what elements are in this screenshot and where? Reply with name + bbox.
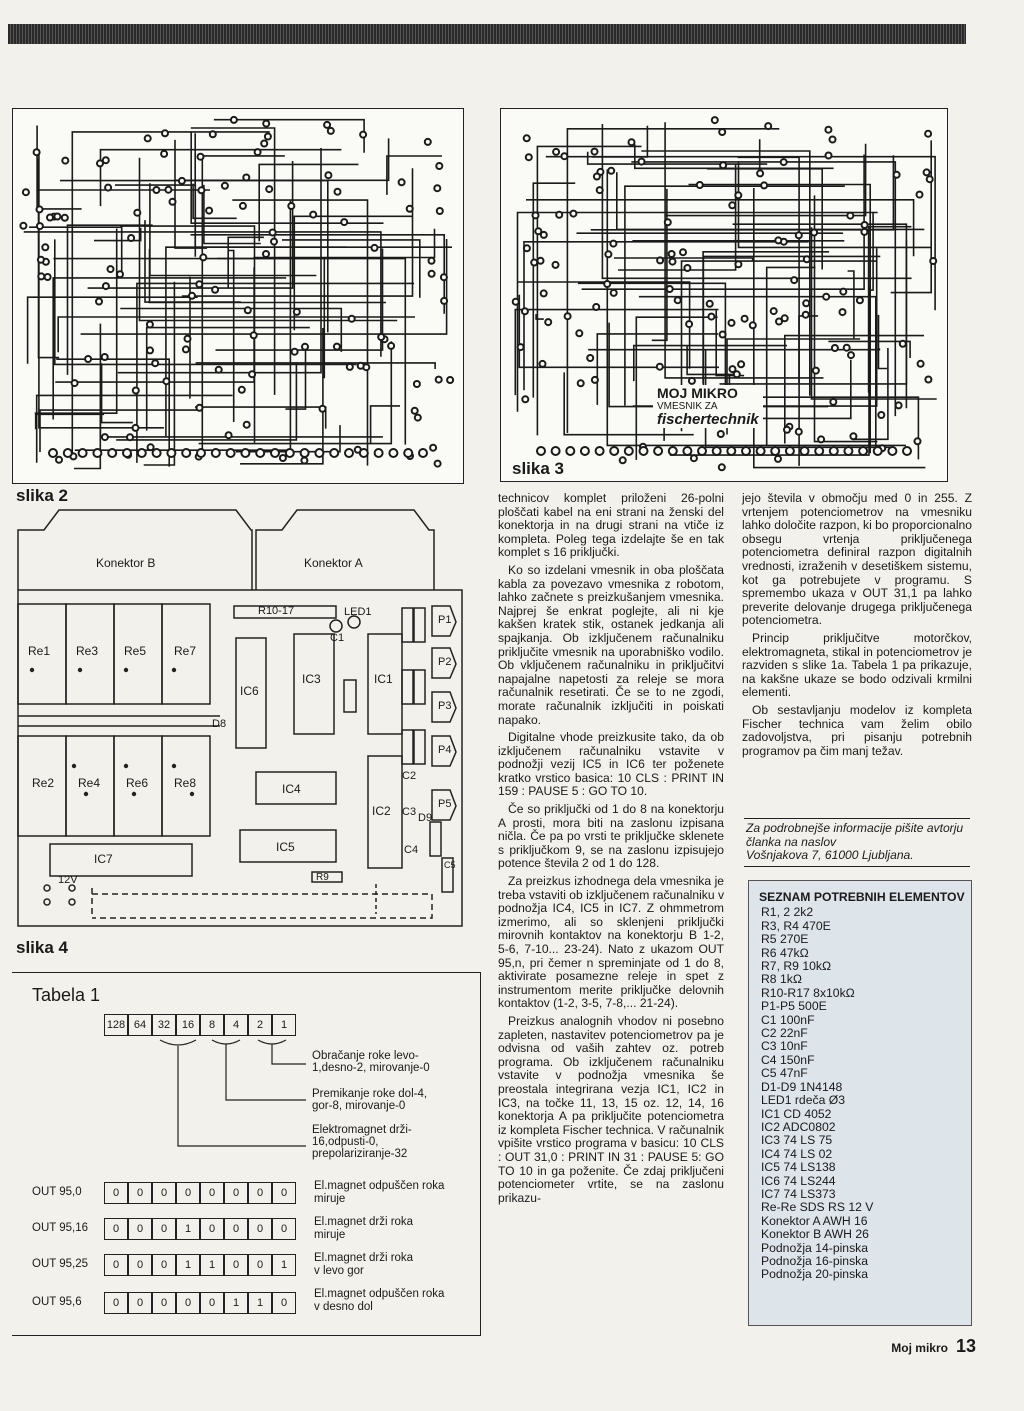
paragraph: Ob sestavljanju modelov iz kompleta Fischer technica vam želim obilo zadovoljstva, pri pisanju potrebnih programov pa čim manj težav. <box>742 702 972 758</box>
component-layout-drawing <box>14 504 464 934</box>
ic5-label: IC5 <box>276 840 295 854</box>
out-row-bits-4 <box>104 1292 296 1314</box>
d9-label: D9 <box>418 812 433 824</box>
relay-re1: Re1 <box>28 644 51 658</box>
out-row-bits-3 <box>104 1254 296 1276</box>
bit-cell: 0 <box>152 1254 176 1276</box>
article-text-right <box>742 492 972 762</box>
bit-cell: 1 <box>272 1254 296 1276</box>
bit-header-row <box>104 1014 296 1036</box>
contact-line-2: Vošnjakova 7, 61000 Ljubljana. <box>746 848 914 863</box>
parts-item: Podnožja 16-pinska <box>761 1253 869 1268</box>
bit-cell: 0 <box>272 1182 296 1204</box>
parts-item: IC6 74 LS244 <box>761 1173 836 1188</box>
parts-list <box>749 906 971 1281</box>
bit-16: 16 <box>176 1014 200 1036</box>
paragraph: technicov komplet priloženi 26-polni ploščati kabel na eni strani na ženski del konektorja in na drugi strani na vtiče iz kompleta. Poleg tega izdelajte še en tak komplet s 16 priključki. <box>498 491 724 560</box>
legend-up-down: Premikanje roke dol-4, gor-8, mirovanje-0 <box>312 1088 428 1112</box>
p1-label: P1 <box>438 614 452 626</box>
r9-label: R9 <box>316 872 329 883</box>
c3-label: C3 <box>402 806 417 818</box>
c2-label: C2 <box>402 770 417 782</box>
paragraph: Za preizkus izhodnega dela vmesnika je treba vstaviti ob izključenem računalniku v podnožja IC4, IC5 in IC7. Z ohmmetrom izmerimo, ali so sklenjeni priključki mirovnih kontaktov na konektorju B 1-2, 5-6, 7-10... 23-24). Nato z ukazom OUT 95,n, pri čemer n spreminjate od 1 do 8, aktivirate posamezne releje in spet z instrumentom merite priključke delovnih kontaktov (1-2, 3-5, 7-8,... 21-24). <box>498 874 724 1011</box>
parts-item: C4 150nF <box>761 1052 815 1067</box>
bit-cell: 0 <box>152 1218 176 1240</box>
ic1-label: IC1 <box>374 672 393 686</box>
parts-item: IC2 ADC0802 <box>761 1119 836 1134</box>
parts-item: R3, R4 470E <box>761 918 831 933</box>
parts-item: R8 1kΩ <box>761 972 802 987</box>
page-number: 13 <box>955 1336 976 1356</box>
bit-cell: 0 <box>272 1218 296 1240</box>
pcb-figure-slika-3 <box>500 108 948 482</box>
parts-item: Podnožja 20-pinska <box>761 1267 869 1282</box>
component-layout-slika-4 <box>14 504 464 934</box>
relay-re3: Re3 <box>76 644 99 658</box>
c4-label: C4 <box>404 844 419 856</box>
bit-cell: 0 <box>176 1182 200 1204</box>
relay-re2: Re2 <box>32 776 55 790</box>
bit-1: 1 <box>272 1014 296 1036</box>
logo-line-1: MOJ MIKRO <box>657 385 738 401</box>
bit-cell: 0 <box>224 1218 248 1240</box>
ic3-label: IC3 <box>302 672 321 686</box>
bit-4: 4 <box>224 1014 248 1036</box>
bit-8: 8 <box>200 1014 224 1036</box>
connector-a-label: Konektor A <box>304 556 363 570</box>
contact-info <box>746 822 972 863</box>
bit-cell: 0 <box>104 1218 128 1240</box>
ic7-label: IC7 <box>94 852 113 866</box>
ic2-label: IC2 <box>372 804 391 818</box>
out-row-label-1: OUT 95,0 <box>32 1186 82 1198</box>
parts-item: Konektor A AWH 16 <box>761 1213 868 1228</box>
bit-cell: 0 <box>128 1182 152 1204</box>
top-decorative-bar <box>8 24 966 44</box>
bit-cell: 0 <box>248 1218 272 1240</box>
p2-label: P2 <box>438 656 452 668</box>
p5-label: P5 <box>438 798 452 810</box>
out-row-desc-2: El.magnet drži roka miruje <box>314 1216 414 1241</box>
bit-cell: 0 <box>176 1292 200 1314</box>
out-row-label-4: OUT 95,6 <box>32 1296 82 1308</box>
c1-label: C1 <box>330 632 345 644</box>
bit-cell: 1 <box>224 1292 248 1314</box>
paragraph: Digitalne vhode preizkusite tako, da ob izključenem računalniku vstavite v podnožji vezij IC5 in IC6 ter poženete kratko vrstico basica: 10 CLS : PRINT IN 159 : PAUSE 5 : GO TO 10. <box>498 730 724 799</box>
legend-rotation: Obračanje roke levo-1,desno-2, mirovanje-0 <box>312 1050 430 1074</box>
tabela-title: Tabela 1 <box>32 985 101 1005</box>
parts-item: D1-D9 1N4148 <box>761 1079 843 1094</box>
parts-item: Podnožja 14-pinska <box>761 1240 869 1255</box>
paragraph: Princip priključitve motorčkov, elektromagneta, stikal in potenciometrov je razviden s slike 1a. Tabela 1 pa prikazuje, na kakšne ukaze se bodo odzivali krmilni elementi. <box>742 630 972 700</box>
article-text-middle <box>498 492 724 1209</box>
relay-re4: Re4 <box>78 776 101 790</box>
bit-cell: 1 <box>200 1254 224 1276</box>
bit-cell: 0 <box>128 1292 152 1314</box>
out-row-desc-3: El.magnet drži roka v levo gor <box>314 1252 414 1277</box>
parts-item: R6 47kΩ <box>761 945 809 960</box>
bit-64: 64 <box>128 1014 152 1036</box>
relay-re7: Re7 <box>174 644 197 658</box>
figure-label-slika-4: slika 4 <box>16 938 68 957</box>
ic4-label: IC4 <box>282 782 301 796</box>
contact-divider-bottom <box>744 866 970 867</box>
parts-list-title: SEZNAM POTREBNIH ELEMENTOV <box>759 890 965 904</box>
pcb-figure-slika-2 <box>12 108 464 484</box>
out-row-bits-1 <box>104 1182 296 1204</box>
paragraph: Če so priključki od 1 do 8 na konektorju A prosti, mora biti na zaslonu izpisana ničla. Če pa po vrsti te priključke sklenete s priključkom 9, se na zaslonu izpisujejo potence števila 2 od 1 do 128. <box>498 802 724 871</box>
fischertechnik-logo <box>653 385 763 428</box>
bit-cell: 0 <box>128 1218 152 1240</box>
contact-divider <box>744 818 970 819</box>
parts-list-box <box>748 880 972 1326</box>
logo-line-2: VMESNIK ZA <box>657 401 718 412</box>
bit-2: 2 <box>248 1014 272 1036</box>
bit-cell: 0 <box>152 1182 176 1204</box>
led1-label: LED1 <box>344 606 372 618</box>
connector-b-label: Konektor B <box>96 556 156 570</box>
d8-label: D8 <box>212 718 227 730</box>
bit-cell: 0 <box>104 1254 128 1276</box>
paragraph: Ko so izdelani vmesnik in oba ploščata kabla za povezavo vmesnika z robotom, lahko začnete s preizkušanjem vmesnika. Najprej še enkrat poglejte, ali ni kje kakšen kratek stik, ostanek jedkanja ali spajkanja. Ob izključenem računalniku priključite vmesnik na uporabniško vodilo. Ob vključenem računalniku in priključitvi napajalne napetosti za releje se mora računalnik resetirati. Če se to ne zgodi, morate računalnik izključiti in poiskati napako. <box>498 562 724 727</box>
p4-label: P4 <box>438 744 452 756</box>
bit-cell: 1 <box>176 1218 200 1240</box>
out-row-label-2: OUT 95,16 <box>32 1222 89 1234</box>
parts-item: R10-R17 8x10kΩ <box>761 985 855 1000</box>
c5-label: C5 <box>444 860 456 870</box>
bit-cell: 1 <box>248 1292 272 1314</box>
bit-cell: 0 <box>224 1182 248 1204</box>
bit-cell: 0 <box>248 1254 272 1276</box>
bit-cell: 0 <box>152 1292 176 1314</box>
bit-cell: 0 <box>200 1182 224 1204</box>
parts-item: C3 10nF <box>761 1039 808 1054</box>
parts-item: IC7 74 LS373 <box>761 1186 836 1201</box>
parts-item: C5 47nF <box>761 1066 808 1081</box>
magazine-name: Moj mikro <box>891 1341 948 1355</box>
ic6-label: IC6 <box>240 684 259 698</box>
parts-item: Re-Re SDS RS 12 V <box>761 1200 874 1215</box>
bit-cell: 0 <box>224 1254 248 1276</box>
r10-17-label: R10-17 <box>258 605 295 617</box>
figure-label-slika-3: slika 3 <box>509 459 567 479</box>
bit-cell: 0 <box>104 1292 128 1314</box>
relay-re6: Re6 <box>126 776 149 790</box>
parts-item: P1-P5 500E <box>761 999 827 1014</box>
bit-cell: 1 <box>176 1254 200 1276</box>
v12-label: 12V <box>58 874 78 886</box>
out-row-desc-1: El.magnet odpuščen roka miruje <box>314 1180 445 1205</box>
contact-line-1: Za podrobnejše informacije pišite avtorju članka na naslov <box>746 821 964 849</box>
p3-label: P3 <box>438 700 452 712</box>
figure-label-slika-2: slika 2 <box>16 486 68 505</box>
paragraph: jejo števila v območju med 0 in 255. Z vrtenjem potenciometrov na vmesniku lahko določite razpon, ki bo proporcionalno obsegu vrtenja priključenega potenciometra definiral razpon digitalnih vrednosti, izraženih v desetiškem sistemu, kot ga potrebujete v programu. S spremembo ukaza v OUT 31,1 pa lahko preverite delovanje drugega priključenega potenciometra. <box>742 491 972 628</box>
tabela-bracket-lines <box>100 1036 310 1160</box>
parts-item: C2 22nF <box>761 1026 808 1041</box>
parts-item: R7, R9 10kΩ <box>761 959 832 974</box>
out-row-desc-4: El.magnet odpuščen roka v desno dol <box>314 1288 445 1313</box>
bit-cell: 0 <box>200 1292 224 1314</box>
out-row-label-3: OUT 95,25 <box>32 1258 89 1270</box>
parts-item: IC5 74 LS138 <box>761 1160 836 1175</box>
bit-cell: 0 <box>248 1182 272 1204</box>
page-footer <box>891 1336 976 1357</box>
parts-item: IC3 74 LS 75 <box>761 1133 833 1148</box>
paragraph: Preizkus analognih vhodov ni posebno zapleten, nastavitev potenciometrov pa je odvisna od vaših zahtev oz. potreb programa. Ob izključenem računalniku vstavite v podnožja vmesnika še preostala integrirana vezja IC1, IC2 in IC3, na točke 11, 13, 15 oz. 12, 14, 16 konektorja A pa priključite potenciometra iz kompleta Fischer technica. V računalnik vpišite vrstico programa v basicu: 10 CLS : OUT 31,0 : PRINT IN 31 : PAUSE 5: GO TO 10 in ga poženite. Če zdaj priključeni potenciometer vrtite, se na zaslonu prikazu- <box>498 1013 724 1205</box>
bit-cell: 0 <box>200 1218 224 1240</box>
out-row-bits-2 <box>104 1218 296 1240</box>
relay-re8: Re8 <box>174 776 197 790</box>
bit-cell: 0 <box>272 1292 296 1314</box>
parts-item: IC4 74 LS 02 <box>761 1146 833 1161</box>
parts-item: R5 270E <box>761 932 809 947</box>
parts-item: Konektor B AWH 26 <box>761 1227 869 1242</box>
logo-line-3: fischertechnik <box>657 411 759 428</box>
parts-item: R1, 2 2k2 <box>761 905 814 920</box>
bit-32: 32 <box>152 1014 176 1036</box>
parts-item: IC1 CD 4052 <box>761 1106 832 1121</box>
parts-item: LED1 rdeča Ø3 <box>761 1093 846 1108</box>
legend-magnet: Elektromagnet drži-16,odpusti-0, prepolariziranje-32 <box>312 1124 412 1160</box>
relay-re5: Re5 <box>124 644 147 658</box>
bit-128: 128 <box>104 1014 128 1036</box>
parts-item: C1 100nF <box>761 1012 815 1027</box>
bit-cell: 0 <box>104 1182 128 1204</box>
bit-cell: 0 <box>128 1254 152 1276</box>
pcb-traces-2 <box>13 109 463 483</box>
